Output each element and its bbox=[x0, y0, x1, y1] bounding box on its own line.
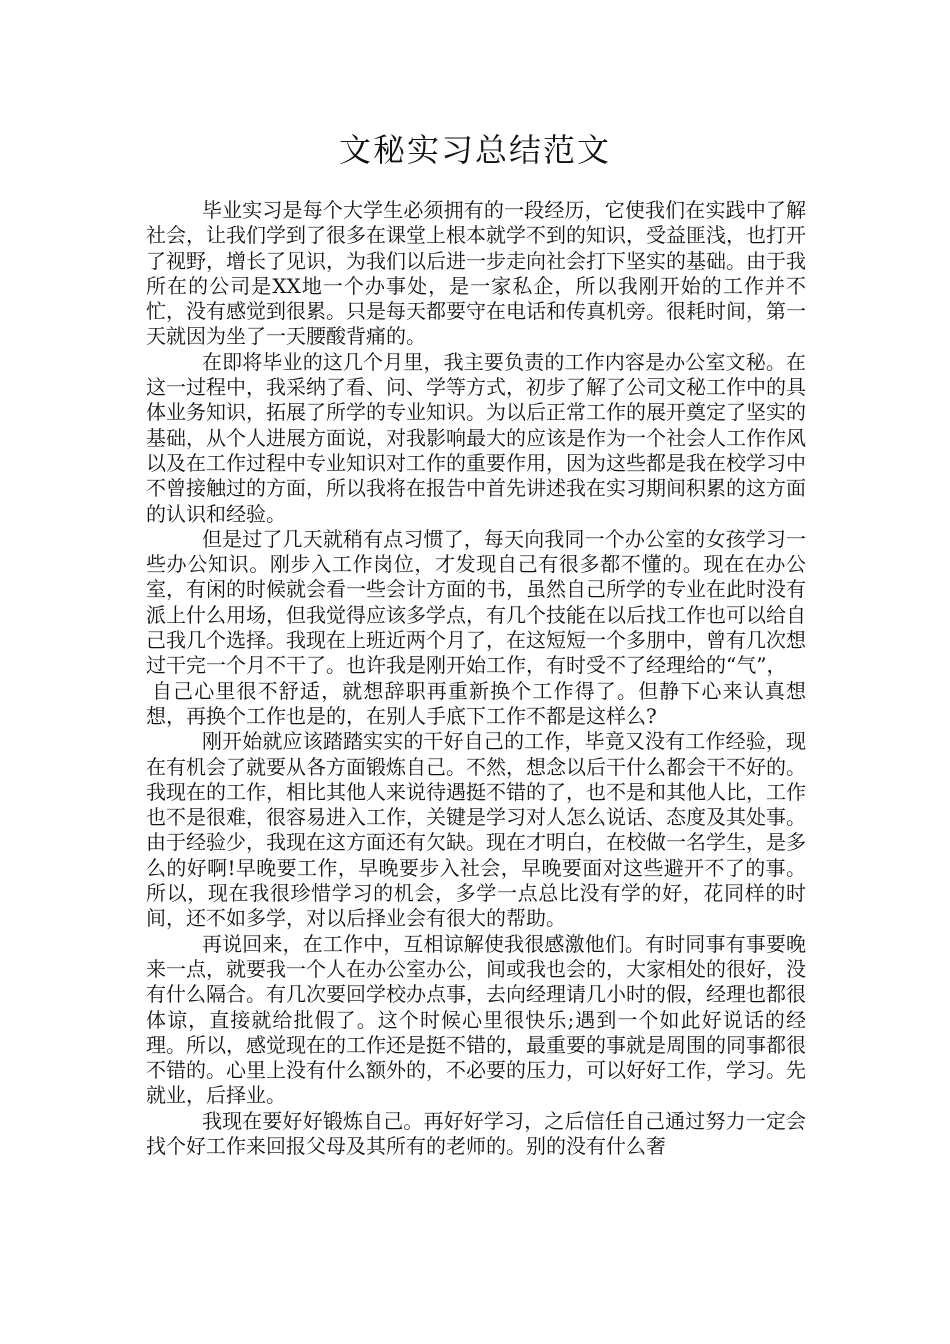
paragraph-7: 我现在要好好锻炼自己。再好好学习，之后信任自己通过努力一定会找个好工作来回报父母及其所有的老师的。别的没有什么奢 bbox=[146, 1108, 806, 1158]
paragraph-5: 刚开始就应该踏踏实实的干好自己的工作，毕竟又没有工作经验，现在有机会了就要从各方面锻炼自己。不然，想念以后干什么都会干不好的。我现在的工作，相比其他人来说待遇挺不错的了，也不是和其他人比，工作也不是很难，很容易进入工作，关键是学习对人怎么说话、态度及其处事。由于经验少，我现在这方面还有欠缺。现在才明白，在校做一名学生，是多么的好啊!早晚要工作，早晚要步入社会，早晚要面对这些避开不了的事。所以，现在我很珍惜学习的机会，多学一点总比没有学的好，花同样的时间，还不如多学，对以后择业会有很大的帮助。 bbox=[146, 729, 806, 931]
document-title: 文秘实习总结范文 bbox=[338, 131, 611, 169]
paragraph-6: 再说回来，在工作中，互相谅解使我很感激他们。有时同事有事要晚来一点，就要我一个人在办公室办公，间或我也会的，大家相处的很好，没有什么隔合。有几次要回学校办点事，去向经理请几小时的假，经理也都很体谅，直接就给批假了。这个时候心里很快乐;遇到一个如此好说话的经理。所以，感觉现在的工作还是挺不错的，最重要的事就是周围的同事都很不错的。心里上没有什么额外的，不必要的压力，可以好好工作，学习。先就业，后择业。 bbox=[146, 931, 806, 1108]
paragraph-1: 毕业实习是每个大学生必须拥有的一段经历，它使我们在实践中了解社会，让我们学到了很多在课堂上根本就学不到的知识，受益匪浅，也打开了视野，增长了见识，为我们以后进一步走向社会打下坚实的基础。由于我所在的公司是XX地一个办事处，是一家私企，所以我刚开始的工作并不忙，没有感觉到很累。只是每天都要守在电话和传真机旁。很耗时间，第一天就因为坐了一天腰酸背痛的。 bbox=[146, 198, 806, 349]
paragraph-2: 在即将毕业的这几个月里，我主要负责的工作内容是办公室文秘。在这一过程中，我采纳了看、问、学等方式，初步了解了公司文秘工作中的具体业务知识，拓展了所学的专业知识。为以后正常工作的展开奠定了坚实的基础，从个人进展方面说，对我影响最大的应该是作为一个社会人工作作风以及在工作过程中专业知识对工作的重要作用，因为这些都是我在校学习中不曾接触过的方面，所以我将在报告中首先讲述我在实习期间积累的这方面的认识和经验。 bbox=[146, 349, 806, 526]
paragraph-3: 但是过了几天就稍有点习惯了，每天向我同一个办公室的女孩学习一些办公知识。刚步入工作岗位，才发现自己有很多都不懂的。现在在办公室，有闲的时候就会看一些会计方面的书，虽然自己所学的专业在此时没有派上什么用场，但我觉得应该多学点，有几个技能在以后找工作也可以给自己我几个选择。我现在上班近两个月了，在这短短一个多朋中，曾有几次想过干完一个月不干了。也许我是刚开始工作，有时受不了经理给的“气”， bbox=[146, 526, 806, 678]
document-body bbox=[146, 198, 806, 1159]
paragraph-4: 自己心里很不舒适，就想辞职再重新换个工作得了。但静下心来认真想想，再换个工作也是的，在别人手底下工作不都是这样么? bbox=[146, 678, 806, 728]
